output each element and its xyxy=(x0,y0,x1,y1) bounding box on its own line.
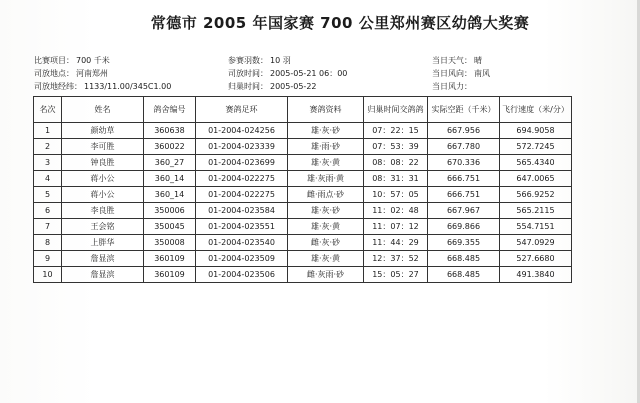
table-cell: 雄·灰·黄 xyxy=(288,155,364,171)
info-label: 当日风向： xyxy=(432,69,472,78)
table-cell: 07：22：15 xyxy=(364,123,428,139)
table-row xyxy=(34,251,572,267)
table-cell: 07：53：39 xyxy=(364,139,428,155)
column-header: 赛鸽资料 xyxy=(288,97,364,123)
table-cell: 颜幼草 xyxy=(62,123,144,139)
table-cell: 670.336 xyxy=(428,155,500,171)
table-cell: 蒋小公 xyxy=(62,187,144,203)
table-cell: 547.0929 xyxy=(500,235,572,251)
info-label: 当日风力： xyxy=(432,82,472,91)
table-row xyxy=(34,123,572,139)
table-cell: 01-2004-023584 xyxy=(196,203,288,219)
table-cell: 李可胜 xyxy=(62,139,144,155)
table-cell: 01-2004-023551 xyxy=(196,219,288,235)
info-value: 晴 xyxy=(474,56,482,65)
info-value: 700 千米 xyxy=(76,56,110,65)
table-cell: 694.9058 xyxy=(500,123,572,139)
info-wind-direction xyxy=(432,68,490,79)
info-label: 司放时间： xyxy=(228,69,268,78)
column-header: 姓名 xyxy=(62,97,144,123)
table-cell: 詹显滨 xyxy=(62,251,144,267)
table-cell: 雄·雨·砂 xyxy=(288,139,364,155)
table-cell: 666.751 xyxy=(428,187,500,203)
table-cell: 360022 xyxy=(144,139,196,155)
table-cell: 667.967 xyxy=(428,203,500,219)
table-cell: 360_14 xyxy=(144,187,196,203)
info-weather xyxy=(432,55,482,66)
table-cell: 10：57：05 xyxy=(364,187,428,203)
table-cell: 01-2004-022275 xyxy=(196,187,288,203)
table-body xyxy=(34,123,572,283)
table-cell: 565.2115 xyxy=(500,203,572,219)
table-cell: 3 xyxy=(34,155,62,171)
column-header: 归巢时间交鸽鸽 xyxy=(364,97,428,123)
table-row xyxy=(34,267,572,283)
info-label: 司放地经纬： xyxy=(34,82,82,91)
table-cell: 01-2004-023699 xyxy=(196,155,288,171)
table-cell: 491.3840 xyxy=(500,267,572,283)
results-table xyxy=(33,96,572,283)
info-label: 司放地点： xyxy=(34,69,74,78)
info-value: 河南郑州 xyxy=(76,69,108,78)
table-cell: 李良胜 xyxy=(62,203,144,219)
document-title: 常德市 2005 年国家赛 700 公里郑州赛区幼鸽大奖赛 xyxy=(150,14,530,32)
table-cell: 360638 xyxy=(144,123,196,139)
info-label: 归巢时间： xyxy=(228,82,268,91)
table-cell: 雄·灰·砂 xyxy=(288,203,364,219)
info-close-time xyxy=(228,81,317,92)
info-distance xyxy=(34,55,110,66)
table-cell: 527.6680 xyxy=(500,251,572,267)
table-cell: 08：08：22 xyxy=(364,155,428,171)
table-row xyxy=(34,139,572,155)
table-cell: 554.7151 xyxy=(500,219,572,235)
table-row xyxy=(34,235,572,251)
table-cell: 9 xyxy=(34,251,62,267)
column-header: 实际空距（千米） xyxy=(428,97,500,123)
table-cell: 蒋小公 xyxy=(62,171,144,187)
table-cell: 雄·灰·砂 xyxy=(288,123,364,139)
table-cell: 12：37：52 xyxy=(364,251,428,267)
table-cell: 01-2004-023339 xyxy=(196,139,288,155)
table-cell: 詹显滨 xyxy=(62,267,144,283)
table-cell: 8 xyxy=(34,235,62,251)
info-label: 比赛项目： xyxy=(34,56,74,65)
info-value: 2005-05-22 xyxy=(270,82,317,91)
table-cell: 01-2004-023506 xyxy=(196,267,288,283)
info-label: 当日天气： xyxy=(432,56,472,65)
table-cell: 360109 xyxy=(144,251,196,267)
table-cell: 668.485 xyxy=(428,251,500,267)
table-cell: 350045 xyxy=(144,219,196,235)
table-cell: 668.485 xyxy=(428,267,500,283)
table-cell: 360_27 xyxy=(144,155,196,171)
table-cell: 雄·灰·黄 xyxy=(288,251,364,267)
table-cell: 11：44：29 xyxy=(364,235,428,251)
table-cell: 2 xyxy=(34,139,62,155)
info-value: 10 羽 xyxy=(270,56,291,65)
table-cell: 01-2004-023540 xyxy=(196,235,288,251)
table-cell: 雌·灰雨·砂 xyxy=(288,267,364,283)
info-wind-force xyxy=(432,81,474,92)
info-release-time xyxy=(228,68,347,79)
table-cell: 11：02：48 xyxy=(364,203,428,219)
info-entries xyxy=(228,55,291,66)
table-cell: 667.780 xyxy=(428,139,500,155)
table-cell: 350006 xyxy=(144,203,196,219)
table-cell: 雄·灰·黄 xyxy=(288,219,364,235)
table-row xyxy=(34,187,572,203)
table-cell: 上胖华 xyxy=(62,235,144,251)
table-row xyxy=(34,155,572,171)
table-cell: 6 xyxy=(34,203,62,219)
table-cell: 5 xyxy=(34,187,62,203)
info-coords xyxy=(34,81,171,92)
table-cell: 10 xyxy=(34,267,62,283)
table-cell: 669.866 xyxy=(428,219,500,235)
column-header: 名次 xyxy=(34,97,62,123)
table-cell: 360_14 xyxy=(144,171,196,187)
info-label: 参赛羽数： xyxy=(228,56,268,65)
table-cell: 669.355 xyxy=(428,235,500,251)
column-header: 飞行速度（米/分） xyxy=(500,97,572,123)
table-cell: 350008 xyxy=(144,235,196,251)
table-cell: 666.751 xyxy=(428,171,500,187)
table-cell: 雌·雨点·砂 xyxy=(288,187,364,203)
table-cell: 572.7245 xyxy=(500,139,572,155)
table-cell: 01-2004-023509 xyxy=(196,251,288,267)
table-cell: 647.0065 xyxy=(500,171,572,187)
table-cell: 1 xyxy=(34,123,62,139)
table-cell: 雄·灰雨·黄 xyxy=(288,171,364,187)
table-cell: 566.9252 xyxy=(500,187,572,203)
table-cell: 15：05：27 xyxy=(364,267,428,283)
info-location xyxy=(34,68,108,79)
table-cell: 565.4340 xyxy=(500,155,572,171)
table-cell: 7 xyxy=(34,219,62,235)
table-row xyxy=(34,219,572,235)
table-row xyxy=(34,203,572,219)
table-cell: 01-2004-022275 xyxy=(196,171,288,187)
table-cell: 4 xyxy=(34,171,62,187)
table-row xyxy=(34,171,572,187)
table-cell: 雌·灰·砂 xyxy=(288,235,364,251)
table-cell: 王会铭 xyxy=(62,219,144,235)
column-header: 赛鸽足环 xyxy=(196,97,288,123)
info-value: 2005-05-21 06：00 xyxy=(270,69,348,78)
table-header-row xyxy=(34,97,572,123)
info-value: 1133/11.00/345C1.00 xyxy=(84,82,172,91)
table-cell: 11：07：12 xyxy=(364,219,428,235)
table-cell: 08：31：31 xyxy=(364,171,428,187)
table-cell: 钟良胜 xyxy=(62,155,144,171)
column-header: 鸽舍编号 xyxy=(144,97,196,123)
table-cell: 667.956 xyxy=(428,123,500,139)
table-cell: 01-2004-024256 xyxy=(196,123,288,139)
table-cell: 360109 xyxy=(144,267,196,283)
info-value: 南风 xyxy=(474,69,490,78)
